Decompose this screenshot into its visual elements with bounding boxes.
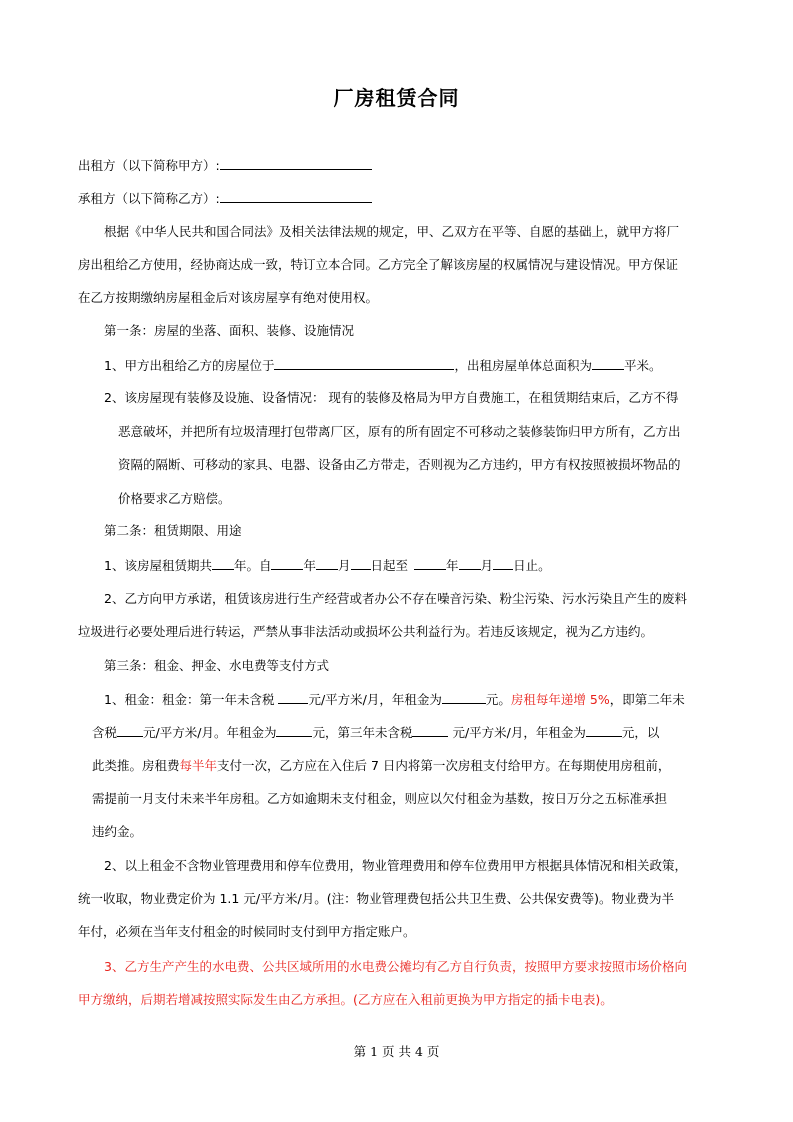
- article1-item1: [104, 356, 662, 375]
- second-year-text: ，即第二年未: [609, 692, 685, 707]
- article1-item1-text: 1、甲方出租给乙方的房屋位于: [104, 358, 275, 373]
- annual-rent-y2-blank: [276, 723, 312, 737]
- article1-item2-line-4: 价格要求乙方赔偿。: [118, 491, 231, 506]
- document-title: 厂房租赁合同: [333, 86, 460, 110]
- article1-item2-line-1: 2、该房屋现有装修及设施、设备情况： 现有的装修及格局为甲方自费施工，在租赁期结束后，乙方不得: [104, 390, 679, 405]
- intro-line-3: 在乙方按期缴纳房屋租金后对该房屋享有绝对使用权。: [78, 290, 379, 305]
- end-month-blank: [459, 556, 481, 570]
- start-year-blank: [271, 556, 303, 570]
- and-so-on-text: 元，以: [621, 725, 660, 740]
- lessee-line: [78, 189, 372, 208]
- article1-item2-line-3: 资隔的隔断、可移动的家具、电器、设备由乙方带走，否则视为乙方违约，甲方有权按照被损坏物品的: [118, 457, 681, 472]
- start-day-blank: [351, 556, 371, 570]
- article1-item1-area-text: ，出租房屋单体总面积为: [454, 358, 592, 373]
- article3-p2-line-3: 年付，必须在当年支付租金的时候同时支付到甲方指定账户。: [78, 924, 416, 939]
- month-text-2: 月: [480, 558, 494, 573]
- article2-heading: 第二条：租赁期限、用途: [104, 523, 242, 538]
- half-year-highlight: 每半年: [179, 758, 218, 773]
- article2-item2-line-2: 垃圾进行必要处理后进行转运，严禁从事非法活动或损坏公共利益行为。若违反该规定，视为乙方违约。: [78, 624, 654, 639]
- rent-unit-text-3: 元/平方米/月，年租金为: [448, 725, 586, 740]
- article2-item2-line-1: 2、乙方向甲方承诺，租赁该房进行生产经营或者办公不存在噪音污染、粉尘污染、污水污染且产生的废料: [104, 591, 687, 606]
- article3-p1-line-5: 违约金。: [92, 824, 143, 839]
- lessor-line: [78, 156, 372, 175]
- article2-item1: [104, 556, 551, 575]
- year-text-2: 年: [446, 558, 459, 573]
- term-text: 1、该房屋租赁期共: [104, 558, 212, 573]
- annual-rent-y3-blank: [586, 723, 622, 737]
- article3-p2-line-1: 2、以上租金不含物业管理费用和停车位费用，物业管理费用和停车位费用甲方根据具体情况和相关政策，: [104, 858, 687, 873]
- end-day-blank: [493, 556, 513, 570]
- article3-p1-line-3: [92, 757, 670, 775]
- article3-p2-line-2: 统一收取，物业费定价为 1.1 元/平方米/月。(注：物业管理费包括公共卫生费、公共保安费等)。物业费为半: [78, 891, 675, 906]
- article3-p1-line-1: [104, 690, 685, 709]
- rent-unit-text-2: 元/平方米/月。年租金为: [143, 725, 277, 740]
- article1-heading: 第一条：房屋的坐落、面积、装修、设施情况: [104, 323, 355, 338]
- until-text: 日起至: [370, 558, 409, 573]
- page-number: 第 1 页 共 4 页: [353, 1044, 440, 1059]
- article3-p3-line-1: 3、乙方生产产生的水电费、公共区域所用的水电费公摊均有乙方自行负责，按照甲方要求按照市场价格向: [104, 959, 687, 974]
- rent-y1-blank: [278, 690, 308, 704]
- rent-y3-blank: [412, 723, 448, 737]
- intro-line-1: 根据《中华人民共和国合同法》及相关法律法规的规定，甲、乙双方在平等、自愿的基础上，就甲方将厂: [104, 224, 680, 239]
- rent-text: 1、租金：租金：第一年未含税: [104, 692, 279, 707]
- intro-line-2: 房出租给乙方使用，经协商达成一致，特订立本合同。乙方完全了解该房屋的权属情况与建设情况。甲方保证: [78, 257, 679, 272]
- yuan-text: 元。: [485, 692, 511, 707]
- article3-heading: 第三条：租金、押金、水电费等支付方式: [104, 658, 330, 673]
- article3-p3-line-2: 甲方缴纳，后期若增减按照实际发生由乙方承担。(乙方应在入租前更换为甲方指定的插卡电表)。: [78, 992, 613, 1007]
- year-text: 年: [303, 558, 316, 573]
- end-year-blank: [414, 556, 446, 570]
- third-year-text: 元，第三年未含税: [312, 725, 413, 740]
- article3-p1-line-2: [92, 723, 659, 742]
- location-blank: [274, 356, 454, 370]
- article3-p1-line-4: 需提前一月支付未来半年房租。乙方如逾期未支付租金，则应以欠付租金为基数，按日万分之五标准承担: [92, 791, 668, 806]
- rent-y2-blank: [117, 723, 143, 737]
- term-from-text: 年。自: [233, 558, 272, 573]
- article1-item2-line-2: 恶意破坏，并把所有垃圾清理打包带离厂区，原有的所有固定不可移动之装修装饰归甲方所有，乙方出: [118, 424, 681, 439]
- article1-item1-unit: 平米。: [623, 358, 662, 373]
- term-years-blank: [212, 556, 234, 570]
- rent-fee-text: 此类推。房租费: [92, 758, 180, 773]
- lessee-blank: [220, 189, 372, 203]
- start-month-blank: [316, 556, 338, 570]
- month-text: 月: [338, 558, 351, 573]
- lessor-label: 出租方（以下简称甲方）:: [78, 158, 220, 173]
- lessor-blank: [220, 156, 372, 170]
- untaxed-text: 含税: [92, 725, 118, 740]
- end-text: 日止。: [513, 558, 551, 573]
- rent-increase-highlight: 房租每年递增 5%: [510, 692, 610, 707]
- lessee-label: 承租方（以下简称乙方）:: [78, 191, 220, 206]
- payment-text: 支付一次，乙方应在入住后 7 日内将第一次房租支付给甲方。在每期使用房租前，: [217, 758, 671, 773]
- area-blank: [592, 356, 624, 370]
- annual-rent-y1-blank: [442, 690, 486, 704]
- rent-unit-text: 元/平方米/月，年租金为: [308, 692, 442, 707]
